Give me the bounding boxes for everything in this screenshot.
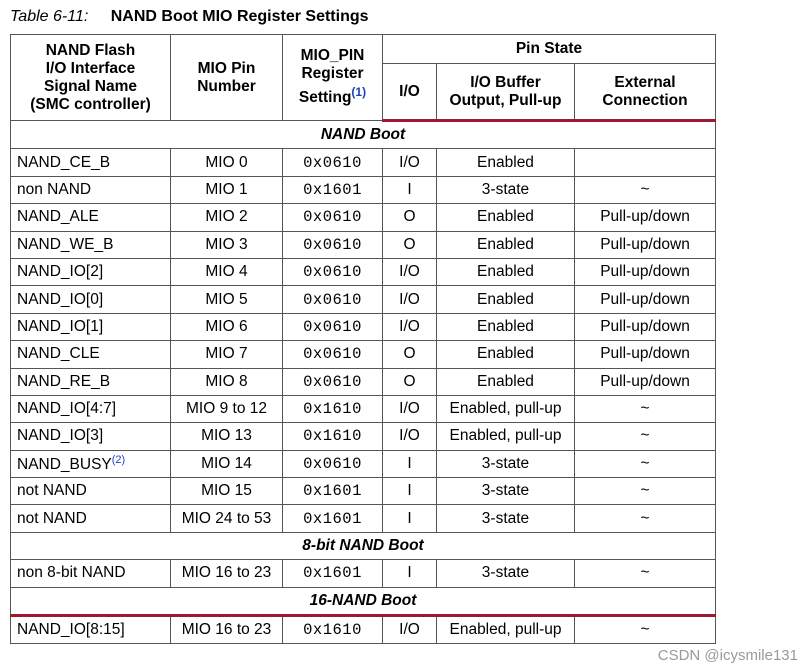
- cell-register-setting-text: 0x1601: [303, 509, 362, 528]
- cell-external-connection-text: Pull-up/down: [600, 290, 690, 308]
- cell-register-setting-text: 0x1610: [303, 621, 362, 640]
- cell-io-buffer: [437, 505, 575, 532]
- header-mio-pin-line1: MIO Pin: [197, 59, 256, 77]
- cell-io-buffer-text: Enabled, pull-up: [449, 400, 562, 418]
- cell-mio-pin: [171, 450, 283, 477]
- cell-io: [383, 423, 437, 450]
- cell-io-buffer-text: Enabled: [477, 263, 534, 281]
- cell-io-text: I/O: [399, 427, 420, 445]
- cell-io-buffer-text: Enabled: [477, 290, 534, 308]
- cell-io: [383, 616, 437, 644]
- cell-mio-pin-text: MIO 3: [205, 235, 248, 253]
- cell-external-connection-text: ~: [640, 621, 650, 639]
- cell-external-connection: [575, 395, 716, 422]
- cell-signal-name: [11, 395, 171, 422]
- cell-external-connection: [575, 231, 716, 258]
- cell-external-connection-text: Pull-up/down: [600, 345, 690, 363]
- cell-io-buffer-text: Enabled: [477, 345, 534, 363]
- cell-io-buffer-text: Enabled: [477, 208, 534, 226]
- cell-io-text: O: [403, 208, 416, 226]
- cell-io-buffer-text: Enabled: [477, 372, 534, 390]
- cell-io-buffer: [437, 450, 575, 477]
- table-row: [11, 204, 716, 231]
- cell-mio-pin: [171, 368, 283, 395]
- cell-io-buffer-text: Enabled, pull-up: [449, 427, 562, 445]
- cell-external-connection: [575, 286, 716, 313]
- cell-signal-name-text: NAND_IO[3]: [17, 427, 104, 445]
- table-row: [11, 478, 716, 505]
- cell-external-connection: [575, 313, 716, 340]
- cell-register-setting-text: 0x0610: [303, 263, 362, 282]
- cell-signal-name-text: NAND_IO[4:7]: [17, 400, 117, 418]
- cell-external-connection-text: Pull-up/down: [600, 263, 690, 281]
- cell-external-connection-text: Pull-up/down: [600, 235, 690, 253]
- cell-mio-pin-text: MIO 16 to 23: [181, 564, 272, 582]
- cell-signal-name: [11, 560, 171, 587]
- footnote-link-2[interactable]: (2): [111, 453, 126, 466]
- cell-external-connection-text: ~: [640, 482, 650, 500]
- cell-signal-name-text: NAND_IO[8:15]: [17, 621, 125, 639]
- cell-mio-pin: [171, 395, 283, 422]
- cell-signal-name-text: NAND_IO[1]: [17, 317, 104, 335]
- cell-mio-pin: [171, 341, 283, 368]
- nand-boot-mio-table: [10, 34, 716, 644]
- cell-io-buffer-text: Enabled: [477, 235, 534, 253]
- cell-io: [383, 204, 437, 231]
- header-buffer-line1: I/O Buffer: [470, 73, 541, 91]
- cell-mio-pin: [171, 560, 283, 587]
- cell-external-connection-text: ~: [640, 427, 650, 445]
- cell-signal-name: [11, 341, 171, 368]
- table-row: [11, 450, 716, 477]
- cell-signal-name-text: NAND_IO[0]: [17, 290, 104, 308]
- cell-register-setting: [283, 560, 383, 587]
- cell-mio-pin-text: MIO 4: [205, 263, 248, 281]
- cell-io-buffer-text: 3-state: [481, 180, 530, 198]
- header-signal-line1: NAND Flash: [45, 41, 136, 59]
- cell-register-setting: [283, 149, 383, 176]
- cell-io: [383, 395, 437, 422]
- table-row: [11, 313, 716, 340]
- cell-external-connection: [575, 341, 716, 368]
- cell-external-connection: [575, 478, 716, 505]
- cell-external-connection: [575, 505, 716, 532]
- cell-external-connection-text: Pull-up/down: [600, 317, 690, 335]
- cell-io-buffer: [437, 258, 575, 285]
- cell-io-buffer-text: 3-state: [481, 482, 530, 500]
- cell-register-setting: [283, 395, 383, 422]
- header-ext-line2: Connection: [602, 91, 688, 109]
- table-row: [11, 616, 716, 644]
- cell-io: [383, 368, 437, 395]
- cell-register-setting-text: 0x1610: [303, 400, 362, 419]
- cell-register-setting: [283, 368, 383, 395]
- cell-external-connection-text: ~: [640, 564, 650, 582]
- table-row: [11, 423, 716, 450]
- cell-external-connection: [575, 149, 716, 176]
- cell-signal-name: [11, 231, 171, 258]
- header-mio-pin-line2: Number: [197, 77, 256, 95]
- cell-io-buffer: [437, 423, 575, 450]
- cell-io: [383, 258, 437, 285]
- table-row: [11, 176, 716, 203]
- cell-signal-name-text: NAND_RE_B: [17, 372, 111, 390]
- cell-io-buffer: [437, 478, 575, 505]
- table-row: [11, 231, 716, 258]
- cell-mio-pin: [171, 149, 283, 176]
- cell-signal-name-text: NAND_IO[2]: [17, 263, 104, 281]
- cell-io-buffer: [437, 616, 575, 644]
- cell-register-setting-text: 0x0610: [303, 372, 362, 391]
- header-reg-line3: Setting: [298, 89, 352, 107]
- table-row: [11, 341, 716, 368]
- cell-external-connection-text: Pull-up/down: [600, 208, 690, 226]
- cell-io-buffer-text: 3-state: [481, 454, 530, 472]
- cell-register-setting-text: 0x0610: [303, 208, 362, 227]
- cell-mio-pin-text: MIO 8: [205, 372, 248, 390]
- cell-io-text: I/O: [399, 400, 420, 418]
- cell-external-connection: [575, 450, 716, 477]
- header-reg-line1: MIO_PIN: [300, 47, 365, 65]
- section-16-nand-boot: 16-NAND Boot: [11, 587, 716, 615]
- cell-register-setting-text: 0x1601: [303, 482, 362, 501]
- cell-register-setting-text: 0x0610: [303, 317, 362, 336]
- table-row: [11, 395, 716, 422]
- cell-io-buffer-text: 3-state: [481, 564, 530, 582]
- cell-signal-name: [11, 313, 171, 340]
- cell-io-buffer: [437, 204, 575, 231]
- cell-io: [383, 149, 437, 176]
- cell-io: [383, 286, 437, 313]
- header-signal-line2: I/O Interface: [45, 59, 136, 77]
- cell-io-text: I/O: [399, 153, 420, 171]
- cell-mio-pin: [171, 313, 283, 340]
- table-row: [11, 258, 716, 285]
- cell-external-connection-text: ~: [640, 180, 650, 198]
- cell-io: [383, 450, 437, 477]
- section-8bit-nand-boot: 8-bit NAND Boot: [11, 532, 716, 559]
- cell-signal-name: [11, 616, 171, 644]
- cell-signal-name: [11, 368, 171, 395]
- cell-io-text: O: [403, 372, 416, 390]
- cell-signal-name-text: NAND_WE_B: [17, 235, 114, 253]
- cell-io-buffer: [437, 286, 575, 313]
- cell-mio-pin-text: MIO 24 to 53: [181, 509, 272, 527]
- cell-register-setting: [283, 231, 383, 258]
- cell-external-connection: [575, 176, 716, 203]
- cell-mio-pin-text: MIO 7: [205, 345, 248, 363]
- cell-io-buffer-text: Enabled, pull-up: [449, 621, 562, 639]
- cell-io: [383, 176, 437, 203]
- cell-io-text: O: [403, 235, 416, 253]
- cell-io-text: I/O: [399, 263, 420, 281]
- table-row: [11, 560, 716, 587]
- cell-mio-pin-text: MIO 16 to 23: [181, 621, 272, 639]
- cell-mio-pin: [171, 176, 283, 203]
- cell-mio-pin: [171, 286, 283, 313]
- footnote-link-1[interactable]: (1): [351, 85, 367, 100]
- cell-io-buffer: [437, 176, 575, 203]
- cell-io-buffer: [437, 341, 575, 368]
- cell-io-buffer: [437, 368, 575, 395]
- cell-signal-name-text: not NAND: [17, 482, 87, 500]
- cell-register-setting-text: 0x0610: [303, 345, 362, 364]
- cell-mio-pin: [171, 505, 283, 532]
- cell-external-connection-text: Pull-up/down: [600, 372, 690, 390]
- header-ext-line1: External: [614, 73, 676, 91]
- cell-mio-pin-text: MIO 15: [201, 482, 252, 500]
- cell-io: [383, 313, 437, 340]
- cell-mio-pin-text: MIO 9 to 12: [186, 400, 267, 418]
- cell-external-connection-text: ~: [640, 400, 650, 418]
- cell-io-text: I: [407, 509, 412, 527]
- cell-external-connection: [575, 423, 716, 450]
- cell-signal-name: [11, 423, 171, 450]
- cell-io: [383, 341, 437, 368]
- cell-register-setting: [283, 258, 383, 285]
- cell-register-setting: [283, 341, 383, 368]
- cell-io-text: I: [407, 180, 412, 198]
- cell-signal-name-text: not NAND: [17, 509, 87, 527]
- cell-io-buffer-text: Enabled: [477, 317, 534, 335]
- cell-io-buffer: [437, 395, 575, 422]
- cell-io-text: I/O: [399, 317, 420, 335]
- cell-io-text: I: [407, 564, 412, 582]
- header-signal-line4: (SMC controller): [30, 95, 151, 113]
- table-row: [11, 505, 716, 532]
- table-row: [11, 368, 716, 395]
- header-mio-pin: [171, 35, 283, 121]
- cell-signal-name: [11, 204, 171, 231]
- cell-signal-name: [11, 258, 171, 285]
- caption-title: NAND Boot MIO Register Settings: [110, 8, 369, 25]
- cell-mio-pin-text: MIO 6: [205, 317, 248, 335]
- cell-mio-pin: [171, 258, 283, 285]
- cell-signal-name: [11, 505, 171, 532]
- cell-signal-name: [11, 176, 171, 203]
- cell-mio-pin: [171, 204, 283, 231]
- cell-signal-name-text: NAND_BUSY: [17, 455, 112, 473]
- cell-io-buffer: [437, 231, 575, 258]
- header-signal-line3: Signal Name: [43, 77, 138, 95]
- cell-signal-name-text: NAND_ALE: [17, 208, 99, 226]
- cell-mio-pin-text: MIO 5: [205, 290, 248, 308]
- cell-register-setting: [283, 176, 383, 203]
- header-buffer-line2: Output, Pull-up: [449, 91, 562, 109]
- cell-register-setting-text: 0x1601: [303, 180, 362, 199]
- cell-io-buffer-text: 3-state: [481, 509, 530, 527]
- cell-io-text: I/O: [399, 621, 420, 639]
- cell-register-setting: [283, 478, 383, 505]
- cell-io: [383, 560, 437, 587]
- cell-register-setting-text: 0x1610: [303, 427, 362, 446]
- cell-signal-name-text: NAND_CE_B: [17, 153, 111, 171]
- cell-register-setting: [283, 286, 383, 313]
- cell-mio-pin: [171, 478, 283, 505]
- header-io-buffer: [437, 64, 575, 121]
- cell-register-setting: [283, 505, 383, 532]
- cell-io-text: I: [407, 454, 412, 472]
- cell-io: [383, 231, 437, 258]
- cell-external-connection: [575, 368, 716, 395]
- table-row: [11, 149, 716, 176]
- cell-register-setting: [283, 616, 383, 644]
- cell-signal-name: [11, 478, 171, 505]
- cell-io: [383, 505, 437, 532]
- cell-io-buffer: [437, 313, 575, 340]
- cell-register-setting: [283, 204, 383, 231]
- cell-io-text: I/O: [399, 290, 420, 308]
- cell-register-setting-text: 0x0610: [303, 454, 362, 473]
- header-pin-state: Pin State: [383, 35, 716, 64]
- header-external-connection: [575, 64, 716, 121]
- header-io: I/O: [383, 64, 437, 121]
- watermark: CSDN @icysmile131: [657, 647, 798, 664]
- cell-mio-pin-text: MIO 0: [205, 153, 248, 171]
- header-reg-line2: Register: [301, 65, 364, 83]
- cell-signal-name: [11, 149, 171, 176]
- cell-mio-pin: [171, 231, 283, 258]
- cell-mio-pin-text: MIO 13: [201, 427, 252, 445]
- cell-register-setting-text: 0x0610: [303, 153, 362, 172]
- cell-external-connection-text: ~: [640, 509, 650, 527]
- cell-signal-name: [11, 450, 171, 477]
- table-row: [11, 286, 716, 313]
- cell-io: [383, 478, 437, 505]
- table-caption: [10, 8, 369, 26]
- cell-signal-name-text: non NAND: [17, 180, 92, 198]
- cell-register-setting: [283, 423, 383, 450]
- cell-signal-name: [11, 286, 171, 313]
- cell-signal-name-text: NAND_CLE: [17, 345, 100, 363]
- header-signal-name: [11, 35, 171, 121]
- cell-register-setting: [283, 450, 383, 477]
- cell-mio-pin-text: MIO 1: [205, 180, 248, 198]
- cell-mio-pin-text: MIO 2: [205, 208, 248, 226]
- cell-mio-pin-text: MIO 14: [201, 454, 252, 472]
- header-register-setting: [283, 35, 383, 121]
- cell-external-connection: [575, 560, 716, 587]
- section-nand-boot: NAND Boot: [11, 121, 716, 149]
- cell-mio-pin: [171, 423, 283, 450]
- cell-io-buffer: [437, 560, 575, 587]
- cell-register-setting-text: 0x1601: [303, 564, 362, 583]
- caption-label: Table 6-11:: [10, 8, 89, 25]
- cell-external-connection-text: ~: [640, 454, 650, 472]
- cell-io-text: O: [403, 345, 416, 363]
- cell-register-setting-text: 0x0610: [303, 290, 362, 309]
- cell-external-connection: [575, 616, 716, 644]
- cell-io-buffer-text: Enabled: [477, 153, 534, 171]
- cell-signal-name-text: non 8-bit NAND: [17, 564, 126, 582]
- cell-mio-pin: [171, 616, 283, 644]
- cell-register-setting-text: 0x0610: [303, 235, 362, 254]
- cell-register-setting: [283, 313, 383, 340]
- cell-external-connection: [575, 204, 716, 231]
- cell-io-buffer: [437, 149, 575, 176]
- cell-external-connection: [575, 258, 716, 285]
- cell-io-text: I: [407, 482, 412, 500]
